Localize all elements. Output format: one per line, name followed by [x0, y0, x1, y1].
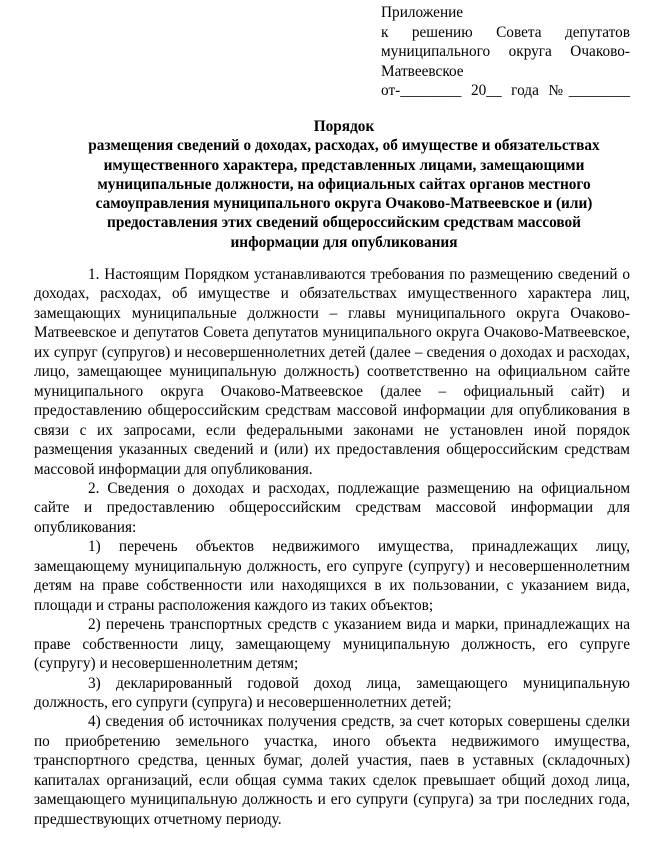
title-line: предоставления этих сведений общероссийским средствам массовой [107, 214, 581, 232]
title-line: имущественного характера, представленных лицами, замещающими [103, 156, 585, 174]
list-item-4: 4) сведения об источниках получения средств, за счет которых совершены сделки по приобретению земельного участка, иного объекта недвижимого имущества, транспортного средства, ценных бумаг, долей участия, паев в уставных (складочных) капиталах организаций, если общая сумма таких сделок превышает общий доход лица, замещающего муниципальную должность и его супруги (супруга) за три последних года, предшествующих отчетному периоду. [34, 713, 630, 828]
paragraph-1: 1. Настоящим Порядком устанавливаются требования по размещению сведений о доходах, расходах, об имуществе и обязательствах имущественного характера лиц, замещающих муниципальные должности – главы муниципального округа Очаково-Матвеевское и депутатов Совета депутатов муниципального округа Очаково-Матвеевское, их супруг (супругов) и несовершеннолетних детей (далее – сведения о доходах и расходах, лицо, замещающее муниципальную должность) соответственно на официальном сайте муниципального округа Очаково-Матвеевское (далее – официальный сайт) и предоставлению общероссийским средствам массовой информации для опубликования в связи с их запросами, если федеральными законами не установлен иной порядок размещения указанных сведений и (или) их предоставления общероссийским средствам массовой информации для опубликования. [34, 266, 630, 478]
list-item-3: 3) декларированный годовой доход лица, замещающего муниципальную должность, его супруги (супруга) и несовершеннолетних детей; [34, 674, 630, 711]
document-title [40, 117, 648, 252]
title-line: размещения сведений о доходах, расходах, об имуществе и обязательствах [88, 137, 600, 155]
paragraph-2: 2. Сведения о доходах и расходах, подлежащие размещению на официальном сайте и предоставлению общероссийским средствам массовой информации для опубликования: [34, 479, 630, 536]
title-line: муниципальные должности, на официальных сайтах органов местного [97, 175, 591, 193]
appendix-line: к решению Совета депутатов [381, 23, 630, 41]
list-item-2: 2) перечень транспортных средств с указанием вида и марки, принадлежащих на праве собственности лицу, замещающему муниципальную должность, его супруге (супругу) и несовершеннолетним детям; [34, 616, 630, 673]
appendix-line: муниципального округа Очаково- [381, 43, 630, 60]
document-body [34, 265, 630, 829]
appendix-header [381, 3, 630, 101]
appendix-line: от-________ 20__ года №________ [381, 82, 630, 99]
title-line: Порядок [313, 118, 375, 135]
appendix-line: Матвеевское [381, 62, 464, 80]
title-line: самоуправления муниципального округа Очаково-Матвеевское и (или) [95, 195, 593, 213]
list-item-1: 1) перечень объектов недвижимого имущества, принадлежащих лицу, замещающему муниципальную должность, его супруге (супругу) и несовершеннолетним детям на праве собственности или находящихся в их пользовании, с указанием вида, площади и страны расположения каждого из таких объектов; [34, 538, 630, 614]
title-line: информации для опубликования [230, 233, 458, 251]
appendix-line: Приложение [381, 4, 464, 21]
